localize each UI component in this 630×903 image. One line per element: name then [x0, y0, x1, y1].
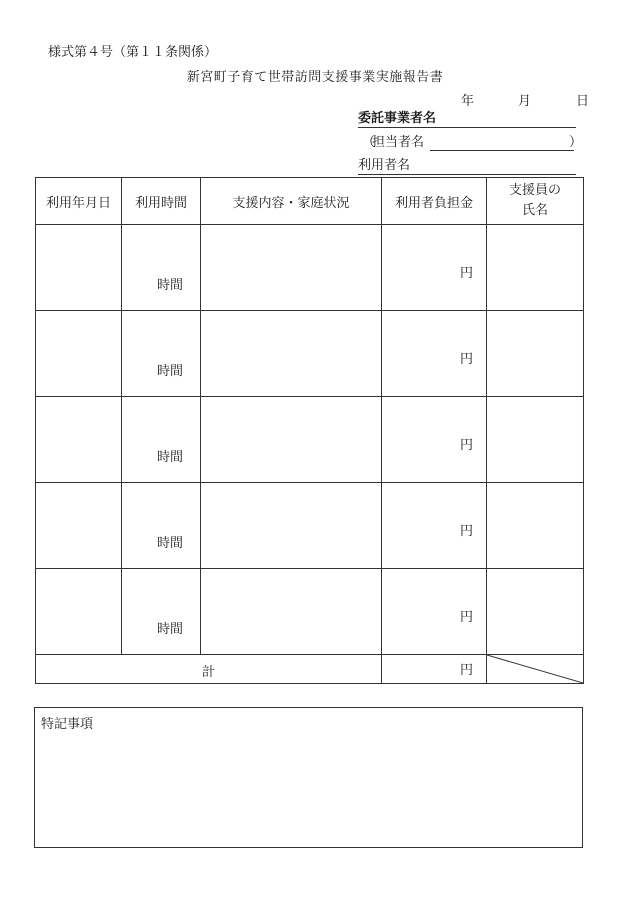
- yen-unit: 円: [459, 266, 473, 281]
- cell-fee[interactable]: [382, 569, 487, 655]
- total-yen-unit: 円: [459, 663, 473, 678]
- cell-content[interactable]: [201, 311, 382, 397]
- table-row: [36, 397, 584, 483]
- remarks-box[interactable]: [34, 707, 583, 848]
- total-staff-cell: [487, 655, 584, 684]
- user-name-field[interactable]: [358, 157, 576, 175]
- cell-date[interactable]: [36, 397, 122, 483]
- person-in-charge-label: 担当者名: [372, 135, 425, 150]
- header-support-content: 支援内容・家庭状況: [201, 178, 382, 225]
- date-day-label: 日: [576, 94, 590, 109]
- person-in-charge-underline: [430, 150, 574, 151]
- header-user-fee: 利用者負担金: [382, 178, 487, 225]
- paren-open: （: [362, 135, 376, 150]
- table-row: [36, 311, 584, 397]
- hours-unit: 時間: [157, 622, 184, 637]
- cell-staff[interactable]: [487, 569, 584, 655]
- cell-time[interactable]: [122, 225, 201, 311]
- cell-staff[interactable]: [487, 397, 584, 483]
- form-number: 様式第４号（第１１条関係）: [48, 45, 218, 60]
- yen-unit: 円: [459, 610, 473, 625]
- cell-staff[interactable]: [487, 311, 584, 397]
- user-name-label: 利用者名: [358, 158, 411, 173]
- date-year-label: 年: [461, 94, 475, 109]
- cell-fee[interactable]: [382, 311, 487, 397]
- cell-content[interactable]: [201, 225, 382, 311]
- cell-date[interactable]: [36, 569, 122, 655]
- cell-time[interactable]: [122, 397, 201, 483]
- cell-fee[interactable]: [382, 225, 487, 311]
- remarks-title: 特記事項: [41, 717, 94, 732]
- cell-time[interactable]: [122, 311, 201, 397]
- cell-time[interactable]: [122, 569, 201, 655]
- header-usage-time: 利用時間: [122, 178, 201, 225]
- paren-close: ）: [568, 135, 582, 150]
- yen-unit: 円: [459, 524, 473, 539]
- document-title: 新宮町子育て世帯訪問支援事業実施報告書: [186, 70, 444, 85]
- hours-unit: 時間: [157, 536, 184, 551]
- table-row: [36, 569, 584, 655]
- cell-content[interactable]: [201, 569, 382, 655]
- cell-fee[interactable]: [382, 483, 487, 569]
- person-in-charge-field[interactable]: [362, 134, 582, 151]
- cell-content[interactable]: [201, 483, 382, 569]
- cell-date[interactable]: [36, 311, 122, 397]
- total-row: [36, 655, 584, 684]
- yen-unit: 円: [459, 352, 473, 367]
- hours-unit: 時間: [157, 278, 184, 293]
- cell-date[interactable]: [36, 225, 122, 311]
- hours-unit: 時間: [157, 450, 184, 465]
- contractor-name-field[interactable]: [358, 110, 576, 128]
- cell-fee[interactable]: [382, 397, 487, 483]
- cell-date[interactable]: [36, 483, 122, 569]
- table-header-row: [36, 178, 584, 225]
- report-table: [35, 177, 584, 684]
- header-staff-name: [487, 178, 584, 225]
- cell-staff[interactable]: [487, 483, 584, 569]
- hours-unit: 時間: [157, 364, 184, 379]
- diagonal-strike: [487, 655, 583, 683]
- table-row: [36, 225, 584, 311]
- yen-unit: 円: [459, 438, 473, 453]
- header-usage-date: 利用年月日: [36, 178, 122, 225]
- contractor-name-label: 委託事業者名: [358, 111, 437, 126]
- total-label-cell: [36, 655, 382, 684]
- table-row: [36, 483, 584, 569]
- header-staff-name-line1: 支援員の: [508, 183, 561, 198]
- cell-staff[interactable]: [487, 225, 584, 311]
- total-fee-cell[interactable]: [382, 655, 487, 684]
- total-label: 計: [201, 665, 215, 680]
- header-staff-name-line2: 氏名: [521, 203, 548, 218]
- cell-time[interactable]: [122, 483, 201, 569]
- date-month-label: 月: [518, 94, 532, 109]
- cell-content[interactable]: [201, 397, 382, 483]
